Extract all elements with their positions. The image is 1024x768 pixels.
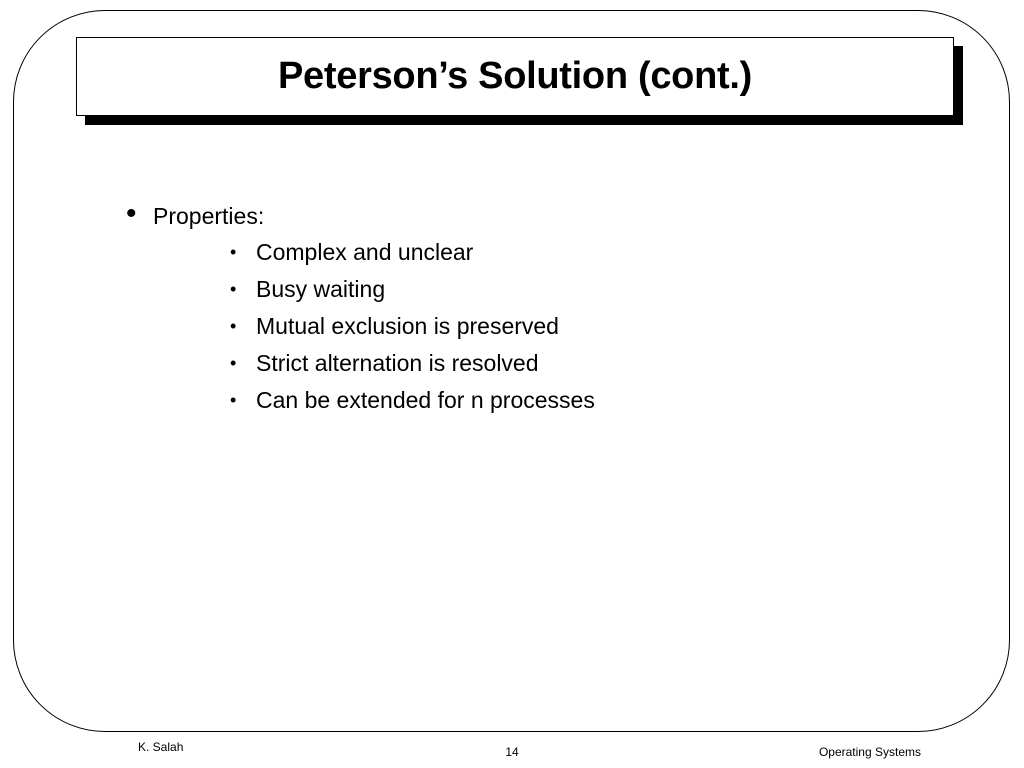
- slide-content: [126, 198, 946, 419]
- title-box: [76, 37, 954, 116]
- sub-bullet-text: Complex and unclear: [256, 239, 474, 265]
- sub-bullet-item: [126, 382, 946, 419]
- bullet-icon: •: [230, 279, 237, 299]
- slide-title: Peterson’s Solution (cont.): [278, 55, 752, 97]
- sub-bullet-text: Mutual exclusion is preserved: [256, 313, 559, 339]
- footer-course: Operating Systems: [818, 745, 921, 759]
- main-bullet-text: Properties:: [153, 203, 265, 229]
- sub-bullet-text: Can be extended for n processes: [256, 387, 595, 413]
- bullet-icon: •: [230, 353, 237, 373]
- footer-page-number: 14: [505, 745, 519, 759]
- sub-bullet-list: [126, 234, 946, 419]
- bullet-icon: •: [230, 390, 237, 410]
- footer-author: K. Salah: [138, 740, 184, 754]
- bullet-icon: •: [230, 242, 237, 262]
- bullet-icon: •: [126, 197, 137, 230]
- bullet-icon: •: [230, 316, 237, 336]
- sub-bullet-text: Busy waiting: [256, 276, 386, 302]
- sub-bullet-text: Strict alternation is resolved: [256, 350, 539, 376]
- sub-bullet-item: [126, 271, 946, 308]
- sub-bullet-item: [126, 234, 946, 271]
- sub-bullet-item: [126, 345, 946, 382]
- main-bullet-item: [126, 198, 946, 234]
- sub-bullet-item: [126, 308, 946, 345]
